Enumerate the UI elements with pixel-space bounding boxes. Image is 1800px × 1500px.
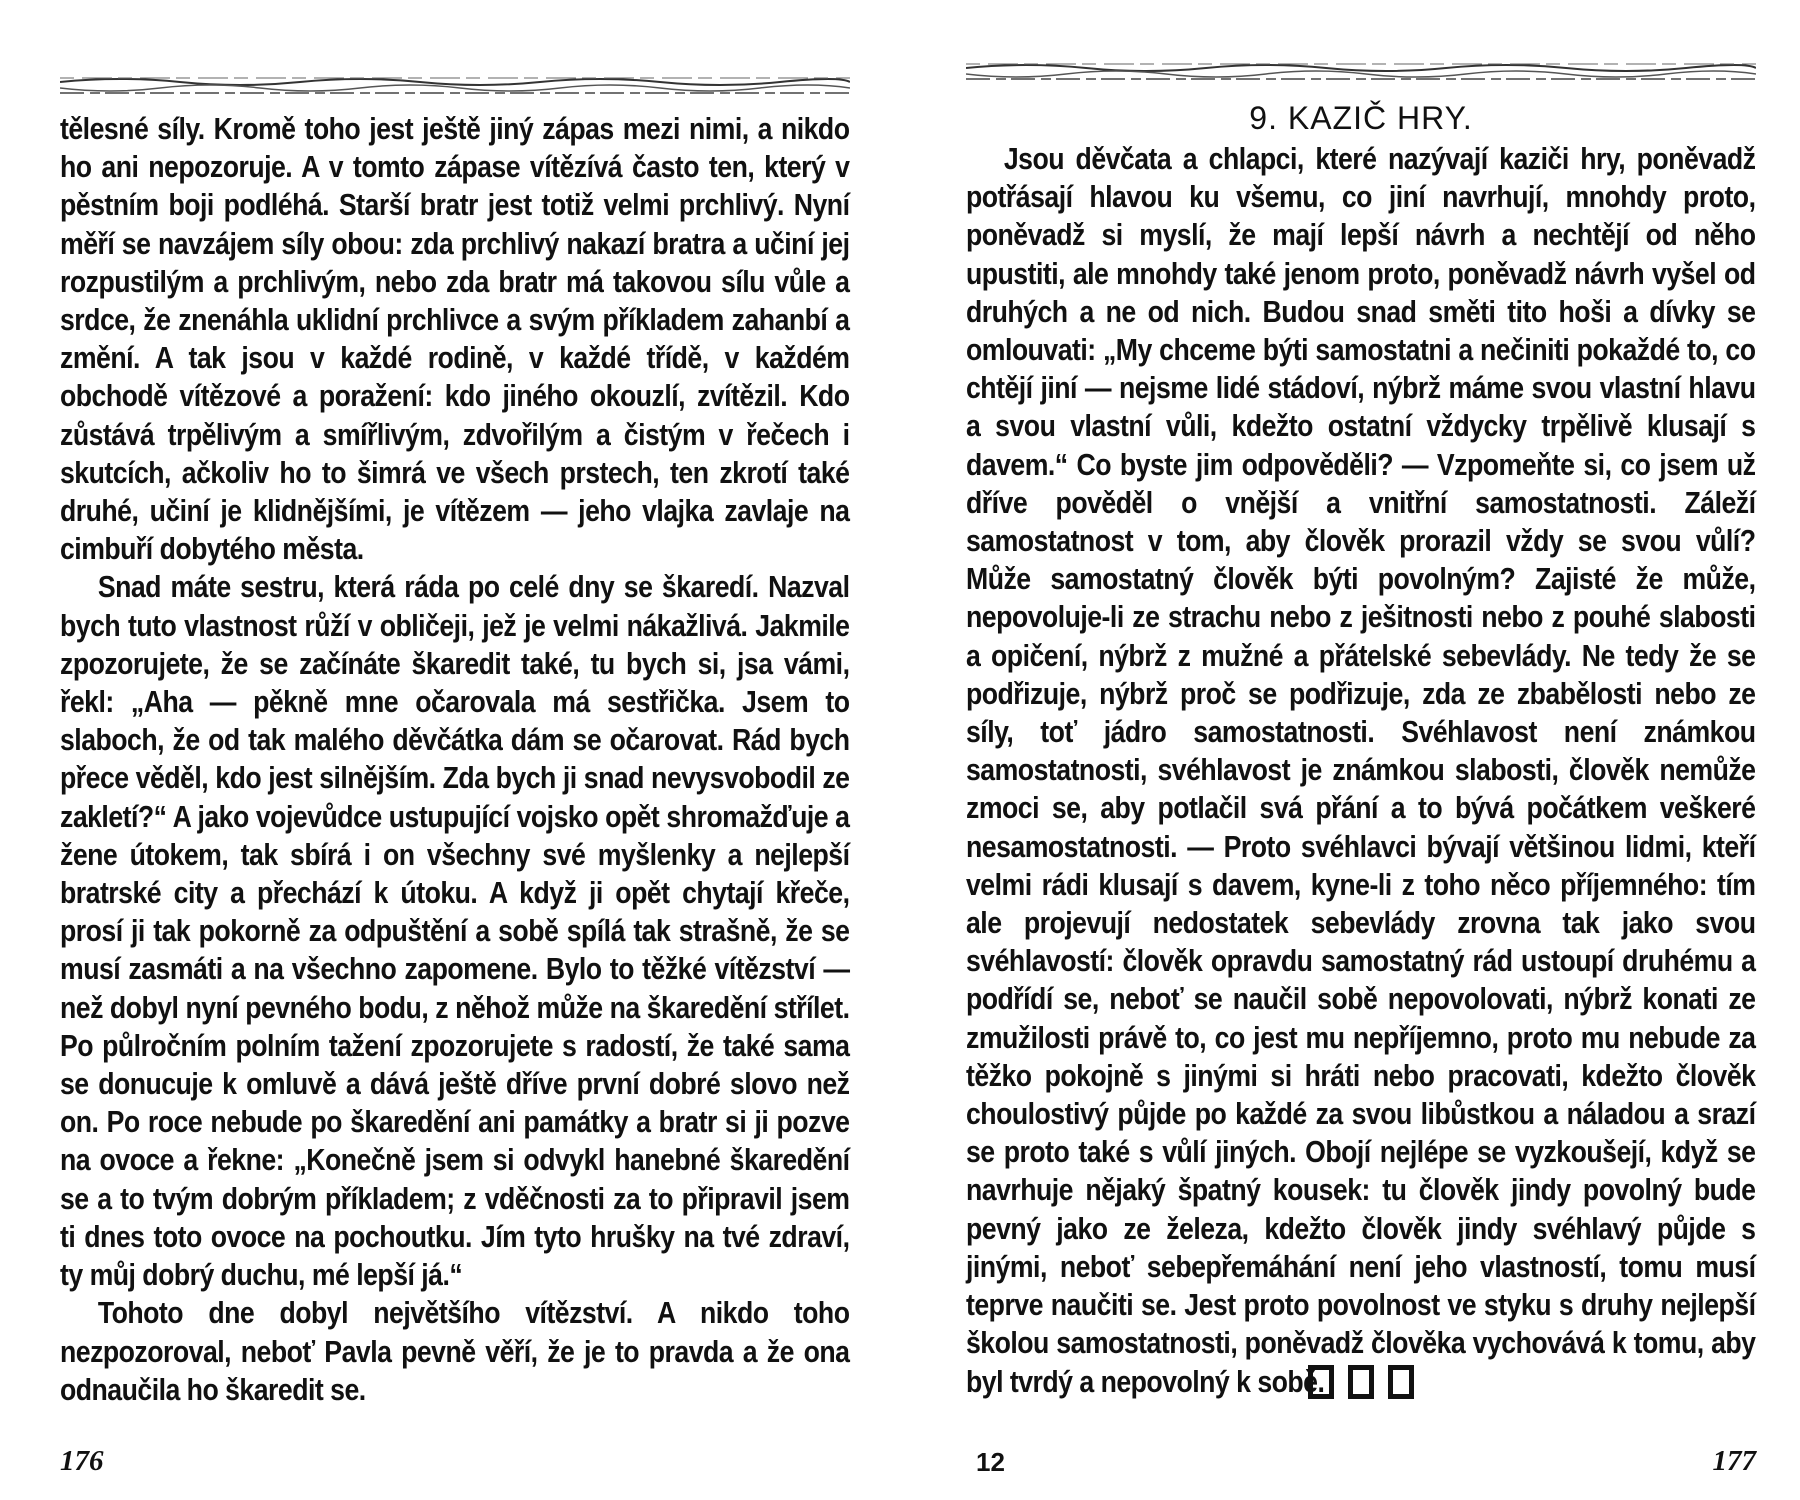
left-paragraph-2: Snad máte sestru, která ráda po celé dny se škaredí. Nazval bych tuto vlastnost růží v obličeji, jež je velmi nákažlivá. Jakmile zpozorujete, že se začínáte škaredit také, tu bych si, jsa vámi, řekl: „Aha — pěkně mne očarovala má sestřička. Jsem to slaboch, že od tak malého děvčátka dám se očarovat. Rád bych přece věděl, kdo jest silnějším. Zda bych ji snad nevysvobodil ze zakletí?“ A jako vojevůdce ustupující vojsko opět shromažďuje a žene útokem, tak sbírá i on všechny své myšlenky a nejlepší bratrské city a přechází k útoku. A když ji opět chytají křeče, prosí ji tak pokorně za odpuštění a sobě spílá tak strašně, že se musí zasmáti a na všechno zapomene. Bylo to těžké vítězství — než dobyl nyní pevného bodu, z něhož může na škaredění střílet. Po půlročním polním tažení zpozorujete s radostí, že také sama se donucuje k omluvě a dává ještě dříve první dobré slovo než on. Po roce nebude po škaredění ani památky a bratr si ji pozve na ovoce a řekne: „Konečně jsem si odvykl hanebné škaredění se a to tvým dobrým příkladem; z vděčnosti za to připravil jsem ti dnes toto ovoce na pochoutku. Jím tyto hrušky na tvé zdraví, ty můj dobrý duchu, mé lepší já.“	[60, 569, 850, 1293]
sheet-number: 12	[976, 1447, 1005, 1477]
section-end-marks	[966, 1365, 1756, 1399]
page-number-left: 176	[60, 1445, 104, 1477]
left-paragraph-1: tělesné síly. Kromě toho jest ještě jiný zápas mezi nimi, a nikdo ho ani nepozoruje. A v tomto zápase vítězívá často ten, který v pěstním boji podléhá. Starší bratr jest totiž velmi prchlivý. Nyní měří se navzájem síly obou: zda prchlivý nakazí bratra a učiní jej rozpustilým a prchlivým, nebo zda bratr má takovou sílu vůle a srdce, že znenáhla uklidní prchlivce a svým příkladem zahanbí a změní. A tak jsou v každé rodině, v každé třídě, v každém obchodě vítězové a poražení: kdo jiného okouzlí, zvítězil. Kdo zůstává trpělivým a smířlivým, zdvořilým a čistým v řečech i skutcích, ačkoliv ho to šimrá ve všech prstech, ten zkrotí také druhé, učiní je klidnějšími, je vítězem — jeho vlajka zavlaje na cimbuří dobytého města.	[60, 111, 850, 567]
right-page-text	[966, 140, 1755, 1401]
chapter-title: 9. KAZIČ HRY.	[1249, 100, 1473, 136]
end-mark-square	[1308, 1365, 1334, 1399]
left-paragraph-3: Tohoto dne dobyl největšího vítězství. A nikdo toho nezpozoroval, neboť Pavla pevně věří, že je to pravda a že ona odnaučila ho škaredit se.	[60, 1295, 850, 1407]
page-number-right: 177	[1712, 1445, 1756, 1477]
header-ornament-left	[60, 72, 850, 98]
end-mark-square	[1348, 1365, 1374, 1399]
end-mark-square	[1388, 1365, 1414, 1399]
right-paragraph-1: Jsou děvčata a chlapci, které nazývají kaziči hry, poněvadž potřásají hlavou ku všemu, co jiní navrhují, mnohdy proto, poněvadž si myslí, že mají lepší návrh a nechtějí od něho upustiti, ale mnohdy také jenom proto, poněvadž návrh vyšel od druhých a ne od nich. Budou snad směti tito hoši a dívky se omlouvati: „My chceme býti samostatni a nečiniti pokaždé to, co chtějí jiní — nejsme lidé stádoví, nýbrž máme svou vlastní hlavu a svou vlastní vůli, kdežto ostatní vždycky trpělivě klusají s davem.“ Co byste jim odpověděli? — Vzpomeňte si, co jsem už dříve pověděl o vnější a vnitřní samostatnosti. Záleží samostatnost v tom, aby člověk prorazil vždy se svou vůlí? Může samostatný člověk býti povolným? Zajisté že může, nepovoluje-li ze strachu nebo z ješitnosti nebo z pouhé slabosti a opičení, nýbrž z mužné a přátelské sebevlády. Ne tedy že se podřizuje, nýbrž proč se podřizuje, zda ze zbabělosti nebo ze síly, toť jádro samostatnosti. Svéhlavost není známkou samostatnosti, svéhlavost je známkou slabosti, člověk nemůže zmoci se, aby potlačil svá přání a to bývá počátkem veškeré nesamostatnosti. — Proto svéhlavci bývají většinou lidmi, kteří velmi rádi klusají s davem, kyne-li z toho něco příjemného: tím ale projevují nedostatek sebevlády zrovna tak jako svou svéhlavostí: člověk opravdu samostatný rád ustoupí druhému a podřídí se, neboť se naučil sobě nepovolovati, nýbrž konati ze zmužilosti právě to, co jest mu nepříjemno, proto mu nebude za těžko pokojně s jinými si hráti nebo pracovati, kdežto člověk choulostivý půjde po každé za svou libůstkou a náladou a srazí se proto také s vůlí jiných. Obojí nejlépe se vyzkoušejí, když se navrhuje nějaký špatný kousek: tu člověk jindy povolný bude pevný jako ze železa, kdežto člověk jindy svéhlavý půjde s jinými, neboť sebepřemáhání není jeho vlastností, tomu musí teprve naučiti se. Jest proto povolnost ve styku s druhy nejlepší školou samostatnosti, poněvadž člověka vychovává k tomu, aby byl tvrdý a nepovolný k sobě.	[966, 141, 1756, 1399]
left-page-text	[60, 110, 849, 1409]
header-ornament-right	[966, 58, 1756, 84]
